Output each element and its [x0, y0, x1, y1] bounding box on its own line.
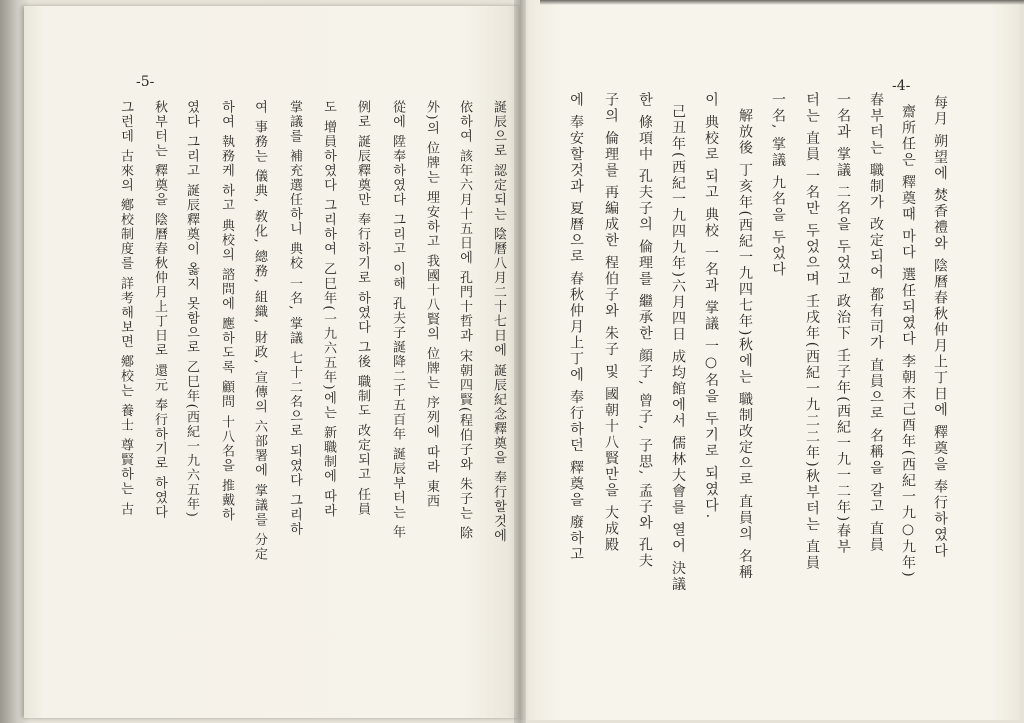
text-column: 도 增員하였다 그리하여 乙巳年(一九六五年)에는 新職制에 따라 — [321, 100, 336, 519]
text-column: 掌議를 補充選任하니 典校 一名, 掌議 七十二名으로 되였다 그리하 — [287, 100, 302, 537]
text-column: 一名, 掌議 九名을 두었다 — [770, 92, 786, 278]
book-gutter — [514, 0, 526, 723]
text-column: 誕辰으로 認定되는 陰曆八月二十七日에 誕辰紀念釋奠을 奉行할것에 — [491, 100, 506, 544]
text-column: 에 奉安할것과 夏曆으로 春秋仲月上丁에 奉行하던 釋奠을 廢하고 — [568, 92, 584, 563]
text-column: 齋所任은 釋奠때 마다 選任되였다 李朝末己酉年(西紀一九○九年) — [900, 104, 916, 579]
left-page — [24, 6, 520, 718]
text-column: 依하여 該年六月十五日에 孔門十哲과 宋朝四賢(程伯子와 朱子는 除 — [457, 100, 472, 541]
text-column: 한 條項中 孔夫子의 倫理를 繼承한 顔子, 曾子, 子思, 孟子와 孔夫 — [637, 92, 653, 570]
page-number: -4- — [892, 78, 911, 94]
text-column: 그런데 古來의 鄕校制度를 詳考해보면 鄕校는 養士 尊賢하는 古 — [118, 100, 133, 517]
scan-shadow-top — [540, 0, 1024, 5]
text-column: 였다 그리고 誕辰釋奠이 옳지 못함으로 乙巳年(西紀一九六五年) — [184, 100, 199, 519]
text-column: 外)의 位牌는 埋安하고 我國十八賢의 位牌는 序列에 따라 東西 — [424, 100, 439, 509]
text-column: 하여 執務케 하고 典校의 諮問에 應하도록 顧問 十八名을 推戴하 — [219, 100, 234, 523]
text-column: 己丑年(西紀一九四九年)六月四日 成均館에서 儒林大會를 열어 決議 — [670, 104, 686, 593]
page-number: -5- — [136, 74, 155, 90]
text-column: 子의 倫理를 再編成한 程伯子와 朱子 및 國朝十八賢만을 大成殿 — [603, 92, 619, 554]
text-column: 秋부터는 釋奠을 陰曆春秋仲月上丁日로 還元 奉行하기로 하였다 — [152, 100, 167, 520]
text-column: 이 典校로 되고 典校 一名과 掌議 一○名을 두기로 되였다. — [703, 92, 719, 521]
text-column: 여 事務는 儀典, 敎化, 總務, 組織, 財政, 宣傳의 六部署에 掌議를 分定 — [252, 100, 267, 562]
text-column: 每月 朔望에 焚香禮와 陰曆春秋仲月上丁日에 釋奠을 奉行하였다 — [932, 95, 948, 560]
text-column: 解放後 丁亥年(西紀一九四七年)秋에는 職制改定으로 直員의 名稱 — [737, 108, 753, 581]
text-column: 一名과 掌議 二名을 두었고 政治下 壬子年(西紀一九一二年)春부 — [835, 92, 851, 556]
text-column: 春부터는 職制가 改定되어 都有司가 直員으로 名稱을 갈고 直員 — [868, 92, 884, 554]
text-column: 例로 誕辰釋奠만 奉行하기로 하였다 그後 職制도 改定되고 任員 — [355, 100, 370, 517]
text-column: 從에 陞奉하였다 그리고 이해 孔夫子誕降二千五百年 誕辰부터는 年 — [390, 100, 405, 540]
right-page — [520, 0, 1020, 720]
text-column: 터는 直員 一名만 두었으며 壬戌年(西紀一九二二年)秋부터는 直員 — [804, 92, 820, 572]
